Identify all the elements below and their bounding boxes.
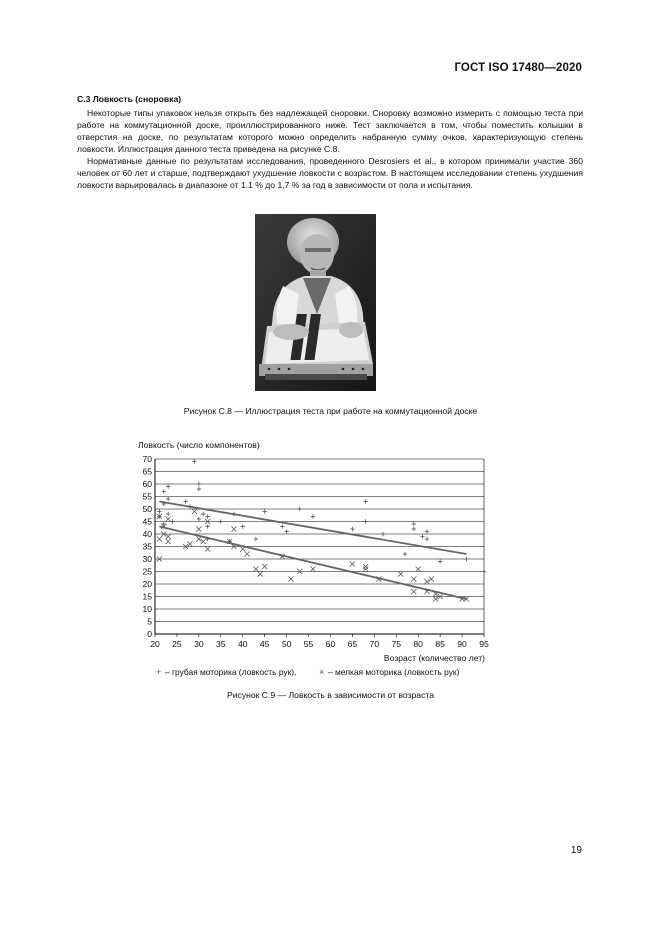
x-tick-label: 80 (413, 639, 423, 649)
dexterity-age-chart (128, 436, 500, 680)
point-fine-motor (398, 571, 403, 576)
x-tick-label: 95 (479, 639, 489, 649)
x-tick-label: 60 (325, 639, 336, 649)
point-gross-motor (403, 552, 407, 556)
legend-label-fine: – мелкая моторика (ловкость рук) (328, 667, 460, 677)
point-fine-motor (416, 566, 421, 571)
point-gross-motor (280, 524, 284, 528)
point-gross-motor (197, 482, 201, 486)
y-tick-label: 35 (142, 541, 152, 552)
point-fine-motor (288, 576, 293, 581)
y-tick-label: 30 (142, 554, 152, 564)
y-tick-label: 15 (142, 591, 152, 602)
point-gross-motor (166, 484, 170, 488)
point-gross-motor (219, 519, 223, 523)
x-tick-label: 50 (281, 639, 292, 649)
x-tick-label: 25 (172, 639, 182, 649)
point-fine-motor (363, 564, 368, 569)
point-gross-motor (412, 527, 416, 531)
point-gross-motor (241, 524, 245, 528)
standard-number: ГОСТ ISO 17480—2020 (454, 62, 582, 74)
point-gross-motor (412, 522, 416, 526)
point-gross-motor (298, 507, 302, 511)
point-gross-motor (192, 459, 196, 463)
x-tick-labels (150, 639, 489, 649)
y-tick-label: 40 (142, 529, 152, 539)
point-fine-motor (231, 526, 236, 531)
point-fine-motor (258, 571, 263, 576)
point-fine-motor (411, 589, 416, 594)
point-gross-motor (157, 509, 161, 513)
point-gross-motor (311, 514, 315, 518)
legend-label-gross: – грубая моторика (ловкость рук), (165, 667, 297, 677)
y-tick-label: 25 (142, 566, 152, 577)
x-tick-label: 85 (435, 639, 445, 649)
legend-marker-gross: + (156, 667, 162, 677)
x-tick-label: 30 (194, 639, 204, 649)
point-gross-motor (350, 527, 354, 531)
chart-legend (156, 667, 460, 677)
figure-c9-caption: Рисунок С.9 — Ловкость в зависимости от возраста (227, 690, 434, 700)
point-gross-motor (170, 519, 174, 523)
point-gross-motor (438, 559, 442, 563)
point-gross-motor (188, 504, 192, 508)
point-gross-motor (254, 537, 258, 541)
point-gross-motor (262, 509, 266, 513)
point-gross-motor (184, 499, 188, 503)
point-fine-motor (240, 546, 245, 551)
point-gross-motor (284, 529, 288, 533)
y-tick-label: 70 (142, 454, 152, 464)
point-gross-motor (166, 512, 170, 516)
point-gross-motor (166, 497, 170, 501)
y-tick-label: 50 (142, 504, 152, 514)
y-tick-label: 20 (142, 579, 152, 589)
y-tick-label: 60 (142, 479, 152, 489)
point-fine-motor (196, 526, 201, 531)
point-gross-motor (464, 557, 468, 561)
point-gross-motor (363, 519, 367, 523)
point-fine-motor (310, 566, 315, 571)
point-fine-motor (411, 576, 416, 581)
paragraph-2: Нормативные данные по результатам исследования, проведенного Desrosiers et al., в котором принимали участие 360 человек от 60 лет и старше, подтверждают ухудшение ловкости с возрастом. В настоящем исследовании степень ухудшения ловкости варьировалась в диапазоне от 1.1 % до 1,7 % за год в зависимости от пола и испытания. (77, 156, 583, 191)
point-gross-motor (205, 514, 209, 518)
figure-c8-caption: Рисунок С.8 — Иллюстрация теста при работе на коммутационной доске (183, 406, 478, 416)
x-tick-label: 45 (259, 639, 270, 649)
x-tick-label: 55 (303, 639, 314, 649)
x-tick-label: 20 (150, 639, 160, 649)
page-number: 19 (570, 845, 582, 856)
point-gross-motor (381, 532, 385, 536)
paragraph-1: Некоторые типы упаковок нельзя открыть без надлежащей сноровки. Сноровку возможно измерить с помощью теста при работе на коммутационной доске, проиллюстрированного ниже. Тест заключается в том, чтобы поместить колышки в отверстия на доске, по результатам которого можно определить набранную сумму очков, характеризующую степень ловкости. Иллюстрация данного теста приведена на рисунке С.8. (77, 108, 583, 155)
y-tick-label: 45 (142, 516, 152, 527)
y-tick-labels (142, 454, 152, 639)
y-tick-label: 55 (142, 491, 152, 502)
y-tick-label: 65 (142, 466, 152, 477)
y-axis-label: Ловкость (число компонентов) (138, 440, 260, 450)
section-title: С.3 Ловкость (сноровка) (77, 94, 182, 104)
point-gross-motor (197, 487, 201, 491)
point-fine-motor (166, 539, 171, 544)
point-gross-motor (425, 529, 429, 533)
point-gross-motor (363, 499, 367, 503)
point-fine-motor (157, 536, 162, 541)
point-fine-motor (253, 566, 258, 571)
x-tick-label: 35 (216, 639, 226, 649)
point-fine-motor (245, 551, 250, 556)
point-gross-motor (201, 512, 205, 516)
x-tick-label: 90 (457, 639, 467, 649)
point-fine-motor (205, 546, 210, 551)
x-tick-label: 75 (391, 639, 402, 649)
trendline-fine-motor (159, 527, 466, 600)
point-fine-motor (192, 509, 197, 514)
y-tick-label: 5 (147, 616, 152, 627)
point-fine-motor (350, 561, 355, 566)
trendline-gross-motor (159, 502, 466, 555)
point-gross-motor (162, 522, 166, 526)
x-tick-label: 65 (347, 639, 358, 649)
point-gross-motor (232, 512, 236, 516)
point-gross-motor (197, 517, 201, 521)
point-gross-motor (425, 537, 429, 541)
pegboard-test-photo (255, 214, 376, 391)
x-tick-label: 40 (237, 639, 248, 649)
point-fine-motor (363, 566, 368, 571)
point-gross-motor (482, 569, 486, 573)
point-fine-motor (262, 564, 267, 569)
y-tick-label: 10 (142, 604, 152, 614)
point-fine-motor (166, 516, 171, 521)
data-points (157, 459, 486, 601)
point-gross-motor (162, 489, 166, 493)
point-gross-motor (205, 524, 209, 528)
x-axis-label: Возраст (количество лет) (383, 653, 485, 663)
x-tick-label: 70 (369, 639, 380, 649)
point-gross-motor (420, 534, 424, 538)
legend-marker-fine: × (319, 667, 325, 677)
y-tick-label: 0 (147, 629, 152, 639)
